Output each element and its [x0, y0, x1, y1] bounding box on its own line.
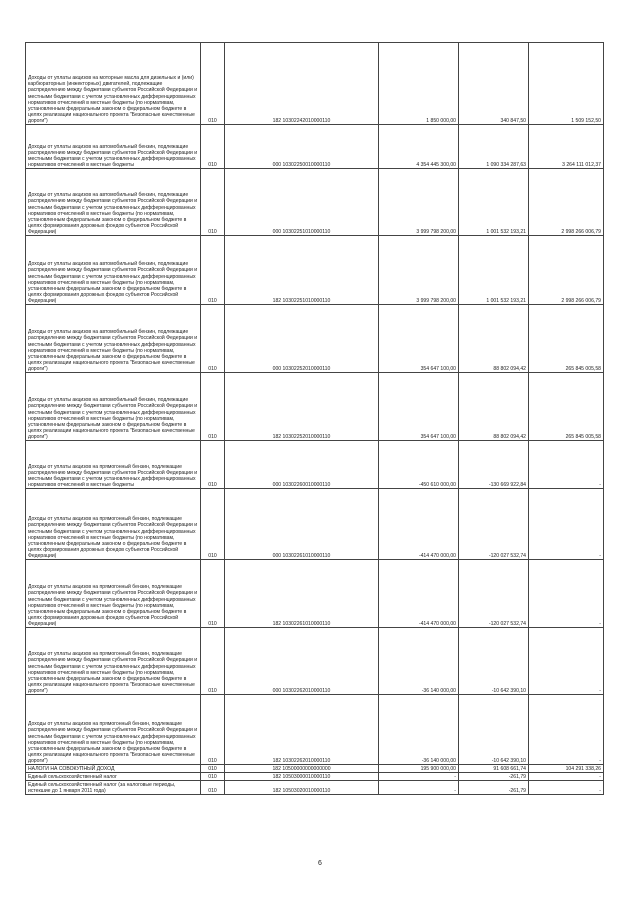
income-name-cell: Доходы от уплаты акцизов на прямогонный бензин, подлежащие распределению между бюджетами субъектов Российской Федерации и местными бюджетами с учетом установленных дифференцированных нормативов отчислений в местные бюджеты (по нормативам, установленным федеральным законом о федеральном бюджете в целях реализации национального проекта "Безопасные качественные дороги"): [26, 628, 201, 695]
remaining-amount-cell: 1 509 152,50: [529, 43, 604, 125]
row-code-cell: 010: [201, 441, 225, 489]
page-number: 6: [318, 860, 322, 867]
budget-code-cell: 182 10302261010000110: [225, 560, 379, 628]
table-row: [26, 560, 604, 628]
income-name-cell: НАЛОГИ НА СОВОКУПНЫЙ ДОХОД: [26, 765, 201, 773]
executed-amount-cell: -261,79: [459, 781, 529, 795]
income-name-cell: Доходы от уплаты акцизов на моторные масла для дизельных и (или) карбюраторных (инжекторных) двигателей, подлежащие распределению между бюджетами субъектов Российской Федерации и местными бюджетами с учетом установленных дифференцированных нормативов отчислений в местные бюджеты (по нормативам, установленным федеральным законом о федеральном бюджете в целях реализации национального проекта "Безопасные качественные дороги"): [26, 43, 201, 125]
budget-code-cell: 182 10302251010000110: [225, 236, 379, 305]
row-code-cell: 010: [201, 560, 225, 628]
executed-amount-cell: 88 802 094,42: [459, 305, 529, 373]
executed-amount-cell: 1 090 334 287,63: [459, 125, 529, 169]
income-name-cell: Доходы от уплаты акцизов на автомобильный бензин, подлежащие распределению между бюджетами субъектов Российской Федерации и местными бюджетами с учетом установленных дифференцированных нормативов отчислений в местные бюджеты (по нормативам, установленным федеральным законом о федеральном бюджете в целях реализации национального проекта "Безопасные качественные дороги"): [26, 305, 201, 373]
budget-code-cell: 000 10302251010000110: [225, 169, 379, 236]
income-name-cell: Доходы от уплаты акцизов на прямогонный бензин, подлежащие распределению между бюджетами субъектов Российской Федерации и местными бюджетами с учетом установленных дифференцированных нормативов отчислений в местные бюджеты (по нормативам, установленным федеральным законом о федеральном бюджете в целях формирования дорожных фондов субъектов Российской Федерации): [26, 489, 201, 560]
executed-amount-cell: -10 642 390,10: [459, 695, 529, 765]
table-row: [26, 781, 604, 795]
approved-amount-cell: 3 999 798 200,00: [379, 236, 459, 305]
income-name-cell: Единый сельскохозяйственный налог (за налоговые периоды, истекшие до 1 января 2011 года): [26, 781, 201, 795]
table-row: [26, 373, 604, 441]
row-code-cell: 010: [201, 781, 225, 795]
table-row: [26, 765, 604, 773]
remaining-amount-cell: -: [529, 773, 604, 781]
table-row: [26, 305, 604, 373]
approved-amount-cell: -36 140 000,00: [379, 628, 459, 695]
table-row: [26, 628, 604, 695]
table-row: [26, 695, 604, 765]
row-code-cell: 010: [201, 169, 225, 236]
remaining-amount-cell: -: [529, 781, 604, 795]
executed-amount-cell: 91 608 661,74: [459, 765, 529, 773]
executed-amount-cell: -120 027 532,74: [459, 489, 529, 560]
executed-amount-cell: -10 642 390,10: [459, 628, 529, 695]
budget-code-cell: 000 10302260010000110: [225, 441, 379, 489]
remaining-amount-cell: 3 264 111 012,37: [529, 125, 604, 169]
executed-amount-cell: 88 802 094,42: [459, 373, 529, 441]
row-code-cell: 010: [201, 236, 225, 305]
table-row: [26, 441, 604, 489]
income-name-cell: Единый сельскохозяйственный налог: [26, 773, 201, 781]
table-row: [26, 489, 604, 560]
budget-code-cell: 000 10302250010000110: [225, 125, 379, 169]
row-code-cell: 010: [201, 765, 225, 773]
remaining-amount-cell: -: [529, 560, 604, 628]
budget-code-cell: 182 10503000010000110: [225, 773, 379, 781]
row-code-cell: 010: [201, 373, 225, 441]
table-row: [26, 43, 604, 125]
row-code-cell: 010: [201, 773, 225, 781]
row-code-cell: 010: [201, 489, 225, 560]
approved-amount-cell: -: [379, 773, 459, 781]
income-name-cell: Доходы от уплаты акцизов на прямогонный бензин, подлежащие распределению между бюджетами субъектов Российской Федерации и местными бюджетами с учетом установленных дифференцированных нормативов отчислений в местные бюджеты: [26, 441, 201, 489]
table-row: [26, 169, 604, 236]
income-name-cell: Доходы от уплаты акцизов на прямогонный бензин, подлежащие распределению между бюджетами субъектов Российской Федерации и местными бюджетами с учетом установленных дифференцированных нормативов отчислений в местные бюджеты (по нормативам, установленным федеральным законом о федеральном бюджете в целях реализации национального проекта "Безопасные качественные дороги"): [26, 695, 201, 765]
budget-code-cell: 182 10302262010000110: [225, 695, 379, 765]
row-code-cell: 010: [201, 628, 225, 695]
row-code-cell: 010: [201, 305, 225, 373]
row-code-cell: 010: [201, 695, 225, 765]
remaining-amount-cell: 2 998 266 006,79: [529, 236, 604, 305]
budget-code-cell: 182 10503020010000110: [225, 781, 379, 795]
table-row: [26, 773, 604, 781]
executed-amount-cell: 340 847,50: [459, 43, 529, 125]
income-name-cell: Доходы от уплаты акцизов на автомобильный бензин, подлежащие распределению между бюджетами субъектов Российской Федерации и местными бюджетами с учетом установленных дифференцированных нормативов отчислений в местные бюджеты: [26, 125, 201, 169]
executed-amount-cell: 1 001 532 193,21: [459, 169, 529, 236]
remaining-amount-cell: -: [529, 695, 604, 765]
approved-amount-cell: 354 647 100,00: [379, 305, 459, 373]
executed-amount-cell: 1 001 532 193,21: [459, 236, 529, 305]
approved-amount-cell: -414 470 000,00: [379, 560, 459, 628]
approved-amount-cell: 195 900 000,00: [379, 765, 459, 773]
approved-amount-cell: -414 470 000,00: [379, 489, 459, 560]
remaining-amount-cell: -: [529, 441, 604, 489]
table-row: [26, 236, 604, 305]
approved-amount-cell: -36 140 000,00: [379, 695, 459, 765]
income-report-body: [26, 43, 604, 795]
budget-code-cell: 182 10302252010000110: [225, 373, 379, 441]
approved-amount-cell: 4 354 445 300,00: [379, 125, 459, 169]
approved-amount-cell: 1 850 000,00: [379, 43, 459, 125]
remaining-amount-cell: 265 845 005,58: [529, 373, 604, 441]
budget-code-cell: 000 10302261010000110: [225, 489, 379, 560]
remaining-amount-cell: -: [529, 489, 604, 560]
executed-amount-cell: -130 669 922,84: [459, 441, 529, 489]
income-name-cell: Доходы от уплаты акцизов на прямогонный бензин, подлежащие распределению между бюджетами субъектов Российской Федерации и местными бюджетами с учетом установленных дифференцированных нормативов отчислений в местные бюджеты (по нормативам, установленным федеральным законом о федеральном бюджете в целях формирования дорожных фондов субъектов Российской Федерации): [26, 560, 201, 628]
remaining-amount-cell: 2 998 266 006,79: [529, 169, 604, 236]
executed-amount-cell: -120 027 532,74: [459, 560, 529, 628]
table-row: [26, 125, 604, 169]
budget-code-cell: 000 10302252010000110: [225, 305, 379, 373]
budget-code-cell: 182 10302242010000110: [225, 43, 379, 125]
budget-code-cell: 182 10500000000000000: [225, 765, 379, 773]
remaining-amount-cell: -: [529, 628, 604, 695]
income-name-cell: Доходы от уплаты акцизов на автомобильный бензин, подлежащие распределению между бюджетами субъектов Российской Федерации и местными бюджетами с учетом установленных дифференцированных нормативов отчислений в местные бюджеты (по нормативам, установленным федеральным законом о федеральном бюджете в целях формирования дорожных фондов субъектов Российской Федерации): [26, 169, 201, 236]
income-name-cell: Доходы от уплаты акцизов на автомобильный бензин, подлежащие распределению между бюджетами субъектов Российской Федерации и местными бюджетами с учетом установленных дифференцированных нормативов отчислений в местные бюджеты (по нормативам, установленным федеральным законом о федеральном бюджете в целях формирования дорожных фондов субъектов Российской Федерации): [26, 236, 201, 305]
income-report-table: [25, 42, 604, 795]
executed-amount-cell: -261,79: [459, 773, 529, 781]
row-code-cell: 010: [201, 43, 225, 125]
approved-amount-cell: -: [379, 781, 459, 795]
row-code-cell: 010: [201, 125, 225, 169]
budget-code-cell: 000 10302262010000110: [225, 628, 379, 695]
approved-amount-cell: 354 647 100,00: [379, 373, 459, 441]
remaining-amount-cell: 265 845 005,58: [529, 305, 604, 373]
approved-amount-cell: -450 610 000,00: [379, 441, 459, 489]
income-name-cell: Доходы от уплаты акцизов на автомобильный бензин, подлежащие распределению между бюджетами субъектов Российской Федерации и местными бюджетами с учетом установленных дифференцированных нормативов отчислений в местные бюджеты (по нормативам, установленным федеральным законом о федеральном бюджете в целях реализации национального проекта "Безопасные качественные дороги"): [26, 373, 201, 441]
remaining-amount-cell: 104 291 338,26: [529, 765, 604, 773]
approved-amount-cell: 3 999 798 200,00: [379, 169, 459, 236]
